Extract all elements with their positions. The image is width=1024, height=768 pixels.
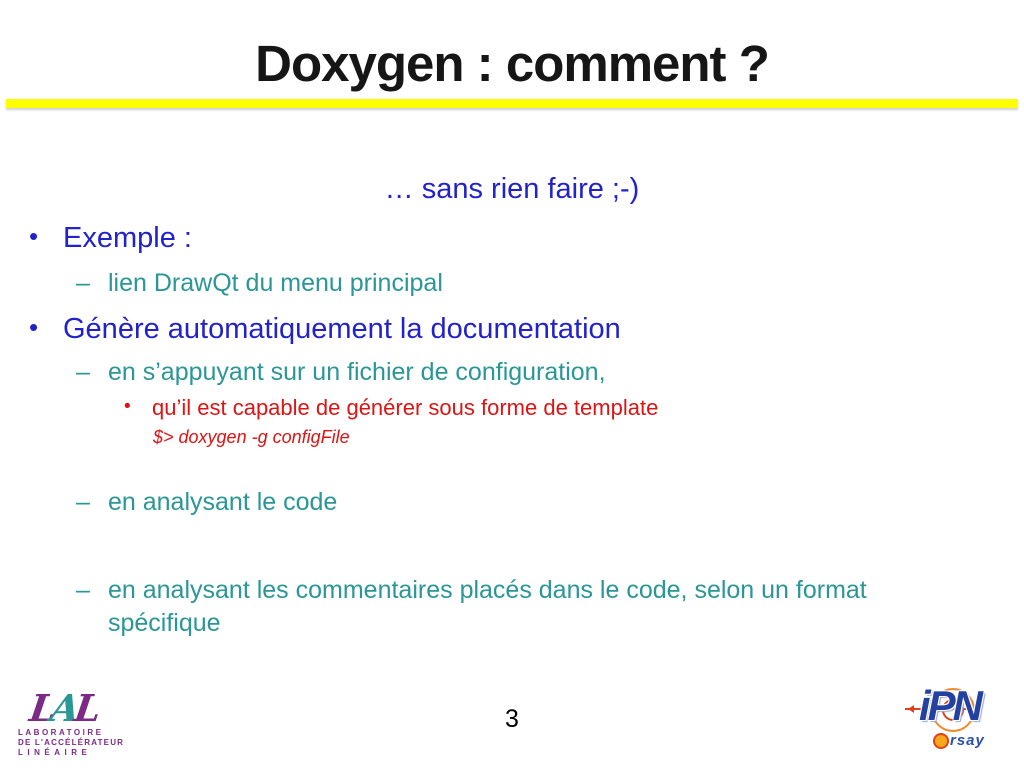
subbullet-item-commentaires — [0, 574, 1024, 639]
dash-icon: – — [76, 358, 90, 386]
bullet-item-exemple — [0, 221, 1024, 256]
subbullet-item-analyse-code — [0, 487, 1024, 518]
lal-logo-caption — [18, 728, 128, 758]
slide-title: Doxygen : comment ? — [255, 35, 769, 92]
lal-caption-line: LINÉAIRE — [18, 748, 92, 757]
lal-caption-line: LABORATOIRE — [18, 728, 104, 737]
subsubbullet-item-template — [0, 395, 1024, 422]
intro-text: … sans rien faire ;-) — [384, 173, 640, 205]
subbullet-item-config-file — [0, 357, 1024, 388]
intro-line — [0, 172, 1024, 207]
bullet-icon: • — [124, 396, 131, 417]
page-number: 3 — [505, 705, 519, 733]
lal-letter: L — [71, 686, 99, 730]
subbullet-text: en s’appuyant sur un fichier de configuration, — [108, 358, 606, 386]
subbullet-item-lien-drawqt — [0, 268, 1024, 299]
lal-letter: L — [26, 686, 55, 730]
ipn-logo-acronym: iPN — [919, 682, 981, 729]
bullet-item-genere — [0, 312, 1024, 347]
lal-letter: A — [47, 686, 78, 730]
bullet-icon: • — [29, 312, 39, 342]
subbullet-text: lien DrawQt du menu principal — [108, 269, 443, 297]
dash-icon: – — [76, 576, 90, 604]
ipn-orsay-logo — [905, 682, 1010, 764]
subbullet-text: en analysant le code — [108, 488, 338, 516]
orsay-o-target-icon — [933, 733, 949, 749]
orsay-text: rsay — [950, 732, 985, 749]
dash-icon: – — [76, 269, 90, 297]
subbullet-text: en analysant les commentaires placés dans le code, selon un format spécifique — [108, 576, 867, 637]
command-text: $> doxygen -g configFile — [153, 427, 350, 447]
bullet-text: Génère automatiquement la documentation — [63, 313, 621, 345]
lal-logo-mark-icon — [26, 686, 130, 730]
lal-caption-line: DE L'ACCÉLÉRATEUR — [18, 738, 125, 747]
ipn-orsay-wordmark — [933, 732, 985, 749]
title-underline-bar — [6, 99, 1018, 108]
bullet-text: Exemple : — [63, 222, 192, 254]
subsubbullet-text: qu’il est capable de générer sous forme de template — [152, 395, 659, 420]
lal-laboratory-logo — [18, 686, 128, 762]
command-line-example — [0, 427, 1024, 449]
bullet-icon: • — [29, 221, 39, 251]
dash-icon: – — [76, 488, 90, 516]
